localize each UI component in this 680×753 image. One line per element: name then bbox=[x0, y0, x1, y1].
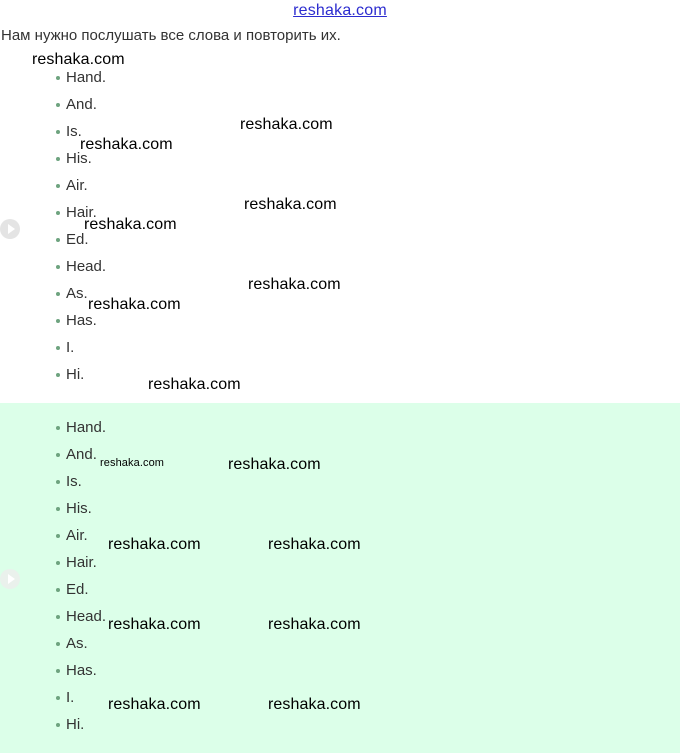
word-list-2 bbox=[56, 418, 106, 742]
list-item bbox=[56, 607, 106, 634]
bullet-icon bbox=[56, 238, 60, 242]
bullet-icon bbox=[56, 292, 60, 296]
list-item bbox=[56, 95, 106, 122]
word-text: Hi. bbox=[66, 716, 85, 733]
watermark: reshaka.com bbox=[88, 296, 181, 313]
play-icon[interactable] bbox=[0, 219, 20, 239]
bullet-icon bbox=[56, 130, 60, 134]
word-text: As. bbox=[66, 285, 88, 302]
word-text: Head. bbox=[66, 258, 107, 275]
word-text: And. bbox=[66, 96, 97, 113]
word-text: I. bbox=[66, 689, 75, 706]
list-item bbox=[56, 445, 106, 472]
bullet-icon bbox=[56, 426, 60, 430]
word-text: Hair. bbox=[66, 204, 97, 221]
list-item bbox=[56, 499, 106, 526]
list-item bbox=[56, 418, 106, 445]
list-item bbox=[56, 634, 106, 661]
word-text: Hi. bbox=[66, 366, 85, 383]
list-item bbox=[56, 526, 106, 553]
word-text: Air. bbox=[66, 527, 88, 544]
list-item bbox=[56, 553, 106, 580]
watermark: reshaka.com bbox=[80, 136, 173, 153]
word-text: Ed. bbox=[66, 231, 89, 248]
watermark: reshaka.com bbox=[268, 616, 361, 633]
bullet-icon bbox=[56, 103, 60, 107]
bullet-icon bbox=[56, 615, 60, 619]
word-text: Has. bbox=[66, 312, 97, 329]
bullet-icon bbox=[56, 76, 60, 80]
list-item bbox=[56, 661, 106, 688]
list-item bbox=[56, 230, 106, 257]
bullet-icon bbox=[56, 723, 60, 727]
play-icon[interactable] bbox=[0, 569, 20, 589]
bullet-icon bbox=[56, 480, 60, 484]
word-text: I. bbox=[66, 339, 75, 356]
word-text: As. bbox=[66, 635, 88, 652]
list-item bbox=[56, 715, 106, 742]
list-item bbox=[56, 580, 106, 607]
list-item bbox=[56, 688, 106, 715]
watermark: reshaka.com bbox=[244, 196, 337, 213]
list-item bbox=[56, 257, 106, 284]
bullet-icon bbox=[56, 157, 60, 161]
list-item bbox=[56, 365, 106, 392]
bullet-icon bbox=[56, 642, 60, 646]
watermark: reshaka.com bbox=[248, 276, 341, 293]
bullet-icon bbox=[56, 588, 60, 592]
word-text: Ed. bbox=[66, 581, 89, 598]
bullet-icon bbox=[56, 534, 60, 538]
list-item bbox=[56, 472, 106, 499]
watermark: reshaka.com bbox=[108, 536, 201, 553]
task-instruction: Нам нужно послушать все слова и повторить их. bbox=[1, 27, 341, 44]
word-text: Hair. bbox=[66, 554, 97, 571]
watermark: reshaka.com bbox=[240, 116, 333, 133]
bullet-icon bbox=[56, 211, 60, 215]
word-text: His. bbox=[66, 150, 92, 167]
bullet-icon bbox=[56, 561, 60, 565]
watermark: reshaka.com bbox=[108, 616, 201, 633]
bullet-icon bbox=[56, 453, 60, 457]
word-text: Has. bbox=[66, 662, 97, 679]
watermark: reshaka.com bbox=[268, 536, 361, 553]
watermark: reshaka.com bbox=[148, 376, 241, 393]
bullet-icon bbox=[56, 319, 60, 323]
list-item bbox=[56, 338, 106, 365]
bullet-icon bbox=[56, 265, 60, 269]
bullet-icon bbox=[56, 373, 60, 377]
watermark: reshaka.com bbox=[108, 696, 201, 713]
site-logo-link[interactable]: reshaka.com bbox=[293, 2, 387, 19]
word-text: Air. bbox=[66, 177, 88, 194]
word-text: Hand. bbox=[66, 419, 107, 436]
list-item bbox=[56, 311, 106, 338]
word-text: Head. bbox=[66, 608, 107, 625]
word-text: And. bbox=[66, 446, 97, 463]
word-text: Is. bbox=[66, 473, 82, 490]
watermark: reshaka.com bbox=[84, 216, 177, 233]
bullet-icon bbox=[56, 696, 60, 700]
bullet-icon bbox=[56, 507, 60, 511]
list-item bbox=[56, 68, 106, 95]
bullet-icon bbox=[56, 346, 60, 350]
list-item bbox=[56, 176, 106, 203]
watermark: reshaka.com bbox=[268, 696, 361, 713]
word-text: His. bbox=[66, 500, 92, 517]
watermark: reshaka.com bbox=[32, 51, 125, 68]
watermark: reshaka.com bbox=[100, 457, 165, 469]
word-text: Is. bbox=[66, 123, 82, 140]
bullet-icon bbox=[56, 184, 60, 188]
bullet-icon bbox=[56, 669, 60, 673]
watermark: reshaka.com bbox=[228, 456, 321, 473]
word-text: Hand. bbox=[66, 69, 107, 86]
